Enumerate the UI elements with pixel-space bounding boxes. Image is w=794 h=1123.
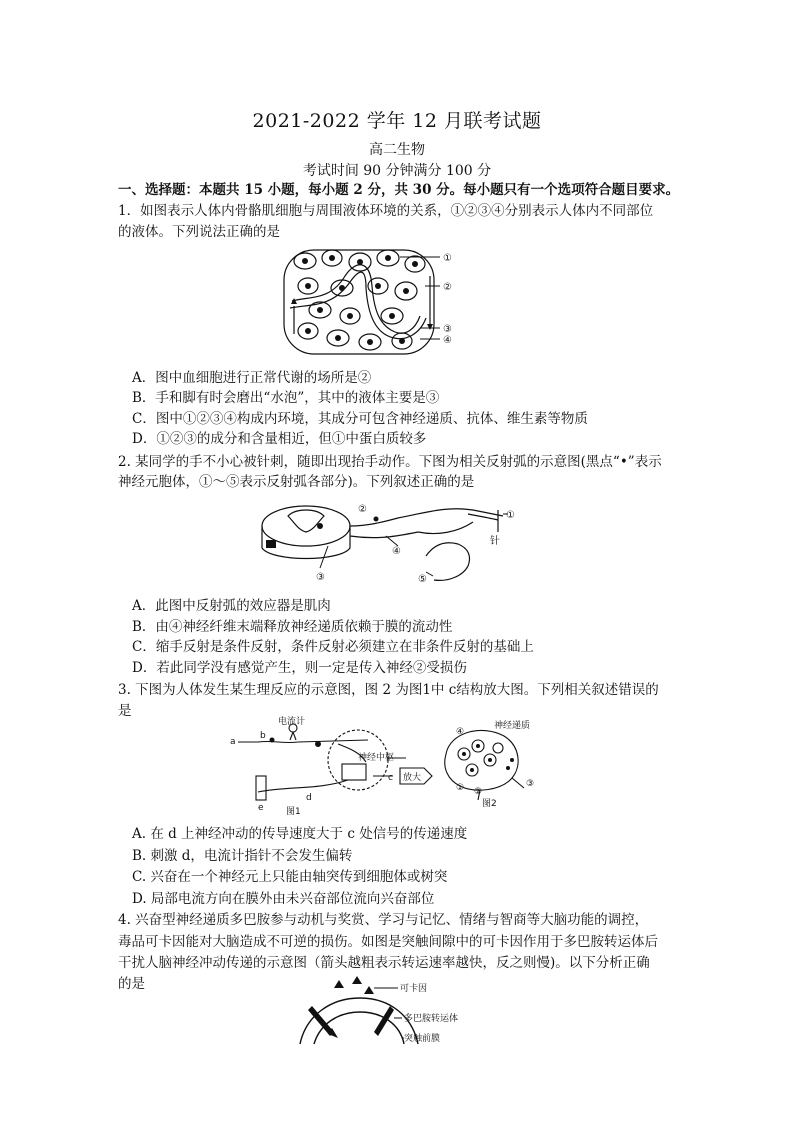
exam-title: 2021-2022 学年 12 月联考试题: [252, 110, 542, 132]
q3-fig2-num-3: ③: [526, 779, 535, 789]
exam-subject: 高二生物: [369, 142, 425, 158]
q3-fig1-letter-e: e: [258, 803, 264, 813]
q3-option-d: D. 局部电流方向在膜外由未兴奋部位流向兴奋部位: [132, 891, 435, 907]
q2-needle-label: 针: [490, 536, 500, 547]
q3-fig2-caption: 图2: [482, 799, 497, 809]
q3-fig1-zoom-label: 放大: [403, 773, 422, 783]
q3-fig1-caption: 图1: [286, 807, 301, 816]
q4-label-cocaine: 可卡因: [400, 984, 428, 994]
q2-option-a: A．此图中反射弧的效应器是肌肉: [132, 598, 331, 614]
q3-fig1-meter-label: 电流计: [278, 717, 306, 727]
q1-label-2: ②: [443, 282, 452, 293]
q3-option-b: B. 刺激 d，电流计指针不会发生偏转: [132, 848, 353, 864]
q1-label-3: ③: [443, 324, 452, 335]
q3-fig1-letter-c: c: [388, 773, 393, 783]
q3-fig1-center-label: 神经中枢: [358, 753, 395, 763]
q4-stem-line2: 毒品可卡因能对大脑造成不可逆的损伤。如图是突触间隙中的可卡因作用于多巴胺转运体后: [118, 934, 658, 950]
q2-option-b: B．由④神经纤维末端释放神经递质依赖于膜的流动性: [132, 619, 453, 635]
q3-fig2-transmitter-label: 神经递质: [494, 721, 531, 731]
q1-stem-line1: 1．如图表示人体内骨骼肌细胞与周围液体环境的关系，①②③④分别表示人体内不同部位: [118, 203, 654, 219]
q2-stem-line2: 神经元胞体，①～⑤表示反射弧各部分)。下列叙述正确的是: [118, 474, 475, 490]
q3-fig1-letter-a: a: [230, 737, 236, 747]
q4-stem-line1: 4. 兴奋型神经递质多巴胺参与动机与奖赏、学习与记忆、情绪与智商等大脑功能的调控，: [118, 912, 649, 928]
q2-label-2: ②: [358, 504, 367, 515]
q3-option-c: C. 兴奋在一个神经元上只能由轴突传到细胞体或树突: [132, 869, 448, 885]
q4-synapse-figure: [290, 976, 470, 1046]
q2-label-3: ③: [316, 572, 325, 583]
q2-label-1: ①: [506, 510, 515, 521]
q4-stem-line3: 干扰人脑神经冲动传递的示意图（箭头越粗表示转运速率越快，反之则慢)。以下分析正确: [118, 955, 650, 971]
q3-stem-line1: 3. 下图为人体发生某生理反应的示意图，图 2 为图1中 c结构放大图。下列相关叙述错误的: [118, 682, 659, 698]
q1-option-b: B．手和脚有时会磨出“水泡”，其中的液体主要是③: [132, 390, 440, 406]
q2-label-4: ④: [392, 546, 401, 557]
q3-option-a: A. 在 d 上神经冲动的传导速度大于 c 处信号的传递速度: [132, 826, 468, 842]
q4-label-transporter: 多巴胺转运体: [404, 1014, 459, 1024]
q1-stem-line2: 的液体。下列说法正确的是: [118, 224, 280, 240]
section-heading: 一、选择题：本题共 15 小题，每小题 2 分，共 30 分。每小题只有一个选项符合题目要求。: [118, 182, 680, 198]
q1-label-1: ①: [443, 253, 452, 264]
q3-stem-line2: 是: [118, 703, 132, 719]
q1-option-c: C．图中①②③④构成内环境，其成分可包含神经递质、抗体、维生素等物质: [132, 411, 588, 427]
q2-stem-line1: 2. 某同学的手不小心被针刺，随即出现抬手动作。下图为相关反射弧的示意图(黑点“•”表示: [118, 454, 662, 470]
q3-fig2-num-2: ②: [474, 787, 483, 797]
exam-info: 考试时间 90 分钟满分 100 分: [302, 163, 492, 179]
q1-label-4: ④: [443, 335, 452, 346]
q2-reflex-arc-figure: [258, 496, 528, 588]
q3-fig2-num-1: ①: [456, 783, 465, 793]
q1-option-d: D．①②③的成分和含量相近，但①中蛋白质较多: [132, 431, 427, 447]
q3-fig2-num-4: ④: [456, 727, 465, 737]
q3-figures: [228, 714, 556, 816]
q3-fig1-letter-b: b: [260, 731, 266, 741]
q4-stem-line4: 的是: [118, 976, 145, 992]
q1-option-a: A．图中血细胞进行正常代谢的场所是②: [132, 370, 372, 386]
q1-tissue-figure: [280, 246, 470, 358]
q3-fig1-letter-d: d: [306, 793, 312, 803]
q2-option-d: D．若此同学没有感觉产生，则一定是传入神经②受损伤: [132, 660, 467, 676]
q2-option-c: C．缩手反射是条件反射，条件反射必须建立在非条件反射的基础上: [132, 639, 534, 655]
q2-label-5: ⑤: [418, 574, 427, 585]
q4-label-presynaptic: 突触前膜: [404, 1034, 441, 1044]
